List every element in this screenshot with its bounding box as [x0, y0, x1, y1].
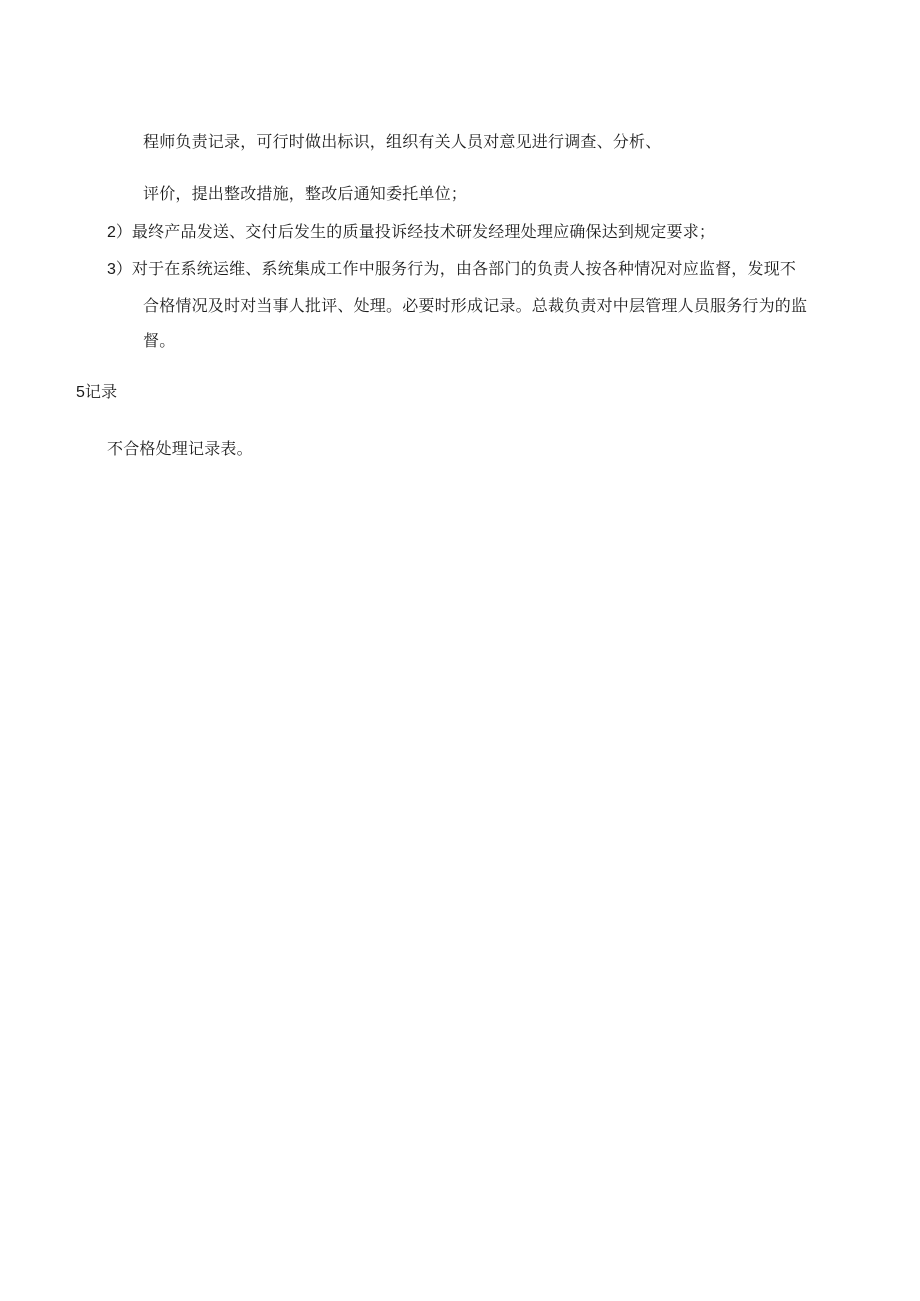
item1-line1: 程师负责记录，可行时做出标识，组织有关人员对意见进行调查、分析、 [143, 132, 662, 151]
list-item-2-text: 最终产品发送、交付后发生的质量投诉经技术研发经理处理应确保达到规定要求； [131, 222, 716, 241]
section-heading [76, 382, 117, 403]
section-title: 记录 [84, 382, 118, 401]
section-body: 不合格处理记录表。 [107, 439, 253, 458]
list-item-3-line2: 合格情况及时对当事人批评、处理。必要时形成记录。总裁负责对中层管理人员服务行为的监 [143, 296, 808, 315]
list-item-3-line3: 督。 [143, 331, 176, 350]
section-number: 5 [76, 384, 85, 401]
list-item-2-number: 2） [107, 224, 132, 241]
list-item-3-number: 3） [107, 261, 132, 278]
list-item-3 [107, 259, 796, 280]
list-item-3-line1: 对于在系统运维、系统集成工作中服务行为，由各部门的负责人按各种情况对应监督，发现不 [131, 259, 797, 278]
list-item-2 [107, 222, 715, 243]
item1-line2: 评价，提出整改措施，整改后通知委托单位； [143, 184, 468, 203]
